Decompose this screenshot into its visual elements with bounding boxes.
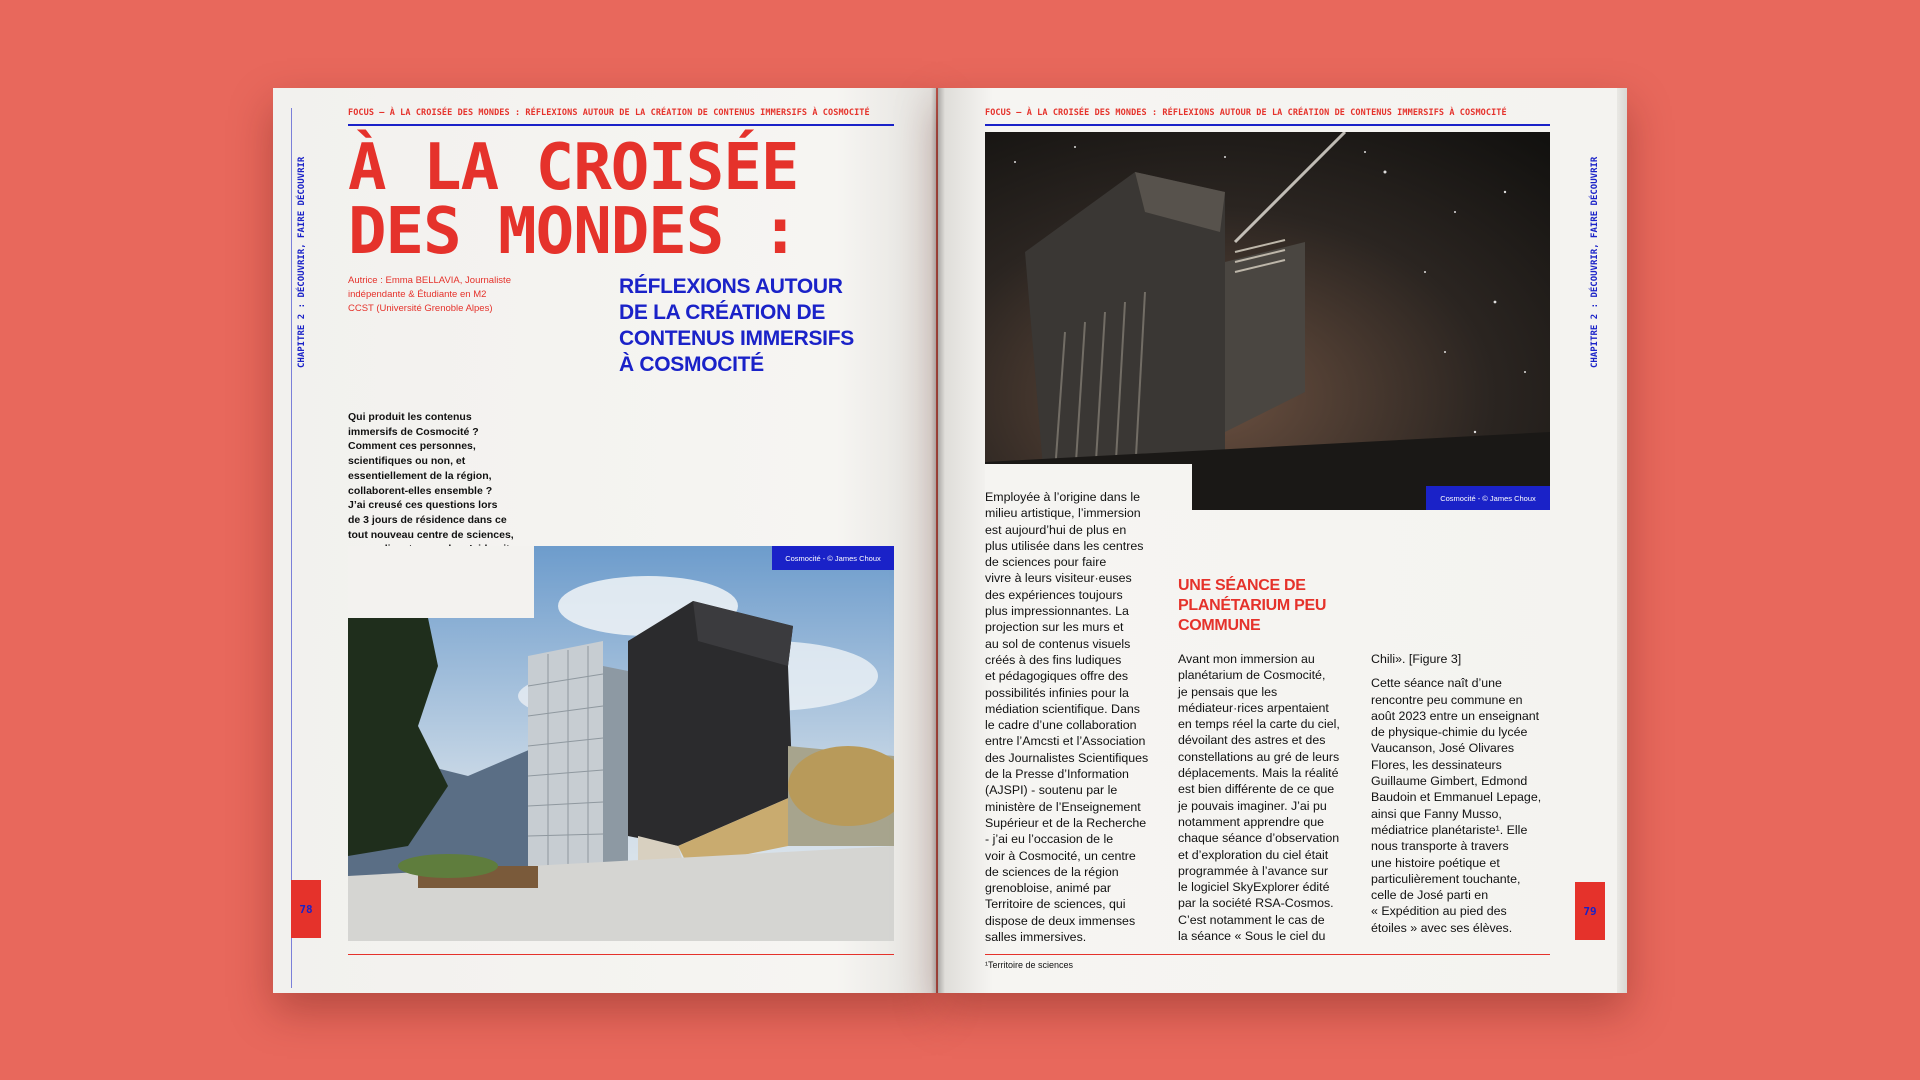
title-line: DES MONDES : [348, 195, 799, 269]
body-line: est bien différente de ce que [1178, 782, 1335, 797]
body-line: une histoire poétique et [1371, 855, 1500, 870]
subtitle-line: À COSMOCITÉ [619, 353, 764, 376]
body-line: particulièrement touchante, [1371, 871, 1521, 886]
body-line: (AJSPI) - soutenu par le [985, 783, 1118, 798]
left-margin-line [291, 108, 292, 988]
body-line: Supérieur et de la Recherche [985, 815, 1147, 830]
body-line: ainsi que Fanny Musso, [1371, 806, 1502, 821]
body-line: Flores, les dessinateurs [1371, 757, 1502, 772]
body-line: Territoire de sciences, qui [985, 897, 1126, 912]
title-line: À LA CROISÉE [348, 131, 799, 205]
body-line: Cette séance naît d’une [1371, 676, 1502, 691]
body-line: par la société RSA-Cosmos. [1178, 896, 1334, 911]
body-line: je pouvais imaginer. J’ai pu [1178, 798, 1327, 813]
body-line: créés à des fins ludiques [985, 652, 1122, 667]
paragraph-gap [1371, 667, 1556, 675]
subtitle-line: CONTENUS IMMERSIFS [619, 327, 854, 350]
intro-line: de 3 jours de résidence dans ce [348, 513, 507, 526]
body-line: étoiles » avec ses élèves. [1371, 920, 1513, 935]
body-line: des Journalistes Scientifiques [985, 750, 1149, 765]
photo-caption-left: Cosmocité - © James Choux [772, 546, 894, 570]
author-credit [348, 274, 538, 316]
night-sky-photo [985, 132, 1550, 510]
body-line: plus utilisée dans les centres [985, 538, 1144, 553]
body-line: de sciences de la région [985, 864, 1119, 879]
body-line: celle de José parti en [1371, 888, 1489, 903]
running-header-right: FOCUS – À LA CROISÉE DES MONDES : RÉFLEXIONS AUTOUR DE LA CRÉATION DE CONTENUS IMMERSIFS À COSMOCITÉ [985, 108, 1507, 118]
body-line: planétarium de Cosmocité, [1178, 668, 1326, 683]
body-line: médiateur·rices arpentaient [1178, 700, 1329, 715]
body-line: Chili». [Figure 3] [1371, 652, 1462, 666]
body-line: salles immersives. [985, 930, 1087, 945]
body-line: constellations au gré de leurs [1178, 749, 1340, 764]
subtitle [619, 274, 904, 378]
author-line: Autrice : Emma BELLAVIA, Journaliste [348, 275, 511, 286]
body-line: Guillaume Gimbert, Edmond [1371, 774, 1528, 789]
body-line: chaque séance d’observation [1178, 831, 1340, 846]
body-line: août 2023 entre un enseignant [1371, 708, 1540, 723]
footer-rule-left [348, 954, 894, 955]
body-line: de sciences pour faire [985, 555, 1107, 570]
body-line: rencontre peu commune en [1371, 692, 1523, 707]
body-line: le logiciel SkyExplorer édité [1178, 880, 1330, 895]
footer-rule-right [985, 954, 1550, 955]
author-line: CCST (Université Grenoble Alpes) [348, 303, 493, 314]
body-column-1 [985, 489, 1165, 945]
body-line: le cadre d’une collaboration [985, 718, 1137, 733]
left-page [273, 88, 936, 993]
body-line: de physique-chimie du lycée [1371, 725, 1528, 740]
body-line: Avant mon immersion au [1178, 652, 1315, 666]
heading-line: UNE SÉANCE DE [1178, 577, 1306, 594]
body-line: ministère de l’Enseignement [985, 799, 1141, 814]
body-line: possibilités infinies pour la [985, 685, 1129, 700]
intro-line: tout nouveau centre de sciences, [348, 528, 514, 541]
body-line: de la Presse d’Information [985, 767, 1129, 782]
body-line: nous transporte à travers [1371, 839, 1509, 854]
intro-line: collaborent-elles ensemble ? [348, 484, 493, 497]
intro-line: Comment ces personnes, [348, 440, 476, 453]
intro-line: J’ai creusé ces questions lors [348, 499, 498, 512]
body-line: « Expédition au pied des [1371, 904, 1507, 919]
body-line: la séance « Sous le ciel du [1178, 929, 1326, 944]
page-number-right: 79 [1575, 882, 1605, 940]
body-line: entre l’Amcsti et l’Association [985, 734, 1146, 749]
chapter-label-left: CHAPITRE 2 : DÉCOUVRIR, FAIRE DÉCOUVRIR [297, 156, 307, 368]
body-line: milieu artistique, l’immersion [985, 506, 1141, 521]
page-title [348, 131, 799, 269]
body-column-2 [1178, 651, 1358, 944]
body-line: médiation scientifique. Dans [985, 701, 1140, 716]
intro-line: Qui produit les contenus [348, 411, 472, 423]
body-line: dispose de deux immenses [985, 913, 1136, 928]
body-line: programmée à l’avance sur [1178, 863, 1329, 878]
chapter-label-right: CHAPITRE 2 : DÉCOUVRIR, FAIRE DÉCOUVRIR [1590, 156, 1600, 368]
heading-line: COMMUNE [1178, 617, 1261, 634]
page-number-left: 78 [291, 880, 321, 938]
body-line: déplacements. Mais la réalité [1178, 766, 1339, 781]
body-line: je pensais que les [1178, 684, 1278, 699]
running-header-left: FOCUS – À LA CROISÉE DES MONDES : RÉFLEXIONS AUTOUR DE LA CRÉATION DE CONTENUS IMMERSIFS À COSMOCITÉ [348, 108, 870, 118]
heading-line: PLANÉTARIUM PEU [1178, 597, 1327, 614]
author-line: indépendante & Étudiante en M2 [348, 289, 487, 300]
section-heading [1178, 576, 1353, 636]
body-line: Employée à l’origine dans le [985, 490, 1140, 504]
footnote: ¹Territoire de sciences [985, 960, 1074, 970]
header-rule-left [348, 124, 894, 126]
body-line: voir à Cosmocité, un centre [985, 848, 1136, 863]
body-line: - j’ai eu l’occasion de le [985, 832, 1114, 847]
subtitle-line: DE LA CRÉATION DE [619, 301, 826, 324]
body-line: en temps réel la carte du ciel, [1178, 717, 1340, 732]
night-building-illustration [985, 132, 1550, 510]
intro-line: essentiellement de la région, [348, 469, 492, 482]
photo-caption-right: Cosmocité - © James Choux [1426, 486, 1550, 510]
body-line: dévoilant des astres et des [1178, 733, 1326, 748]
photo-cutout [348, 546, 534, 618]
book-gutter [931, 88, 945, 993]
intro-line: scientifiques ou non, et [348, 455, 466, 468]
body-line: C’est notamment le cas de [1178, 912, 1325, 927]
right-page [938, 88, 1627, 993]
body-line: plus impressionnantes. La [985, 604, 1129, 619]
body-line: est aujourd’hui de plus en [985, 522, 1127, 537]
body-line: et pédagogiques offre des [985, 669, 1129, 684]
body-column-3 [1371, 651, 1556, 936]
body-line: et d’exploration du ciel était [1178, 847, 1329, 862]
body-line: vivre à leurs visiteur·euses [985, 571, 1132, 586]
body-line: projection sur les murs et [985, 620, 1124, 635]
body-line: grenobloise, animé par [985, 881, 1112, 896]
intro-line: immersifs de Cosmocité ? [348, 425, 479, 438]
body-line: au sol de contenus visuels [985, 636, 1131, 651]
body-line: des expériences toujours [985, 587, 1123, 602]
body-line: Baudoin et Emmanuel Lepage, [1371, 790, 1542, 805]
body-line: médiatrice planétariste¹. Elle [1371, 822, 1528, 837]
subtitle-line: RÉFLEXIONS AUTOUR [619, 275, 843, 298]
header-rule-right [985, 124, 1550, 126]
body-line: notamment apprendre que [1178, 814, 1325, 829]
body-line: Vaucanson, José Olivares [1371, 741, 1515, 756]
